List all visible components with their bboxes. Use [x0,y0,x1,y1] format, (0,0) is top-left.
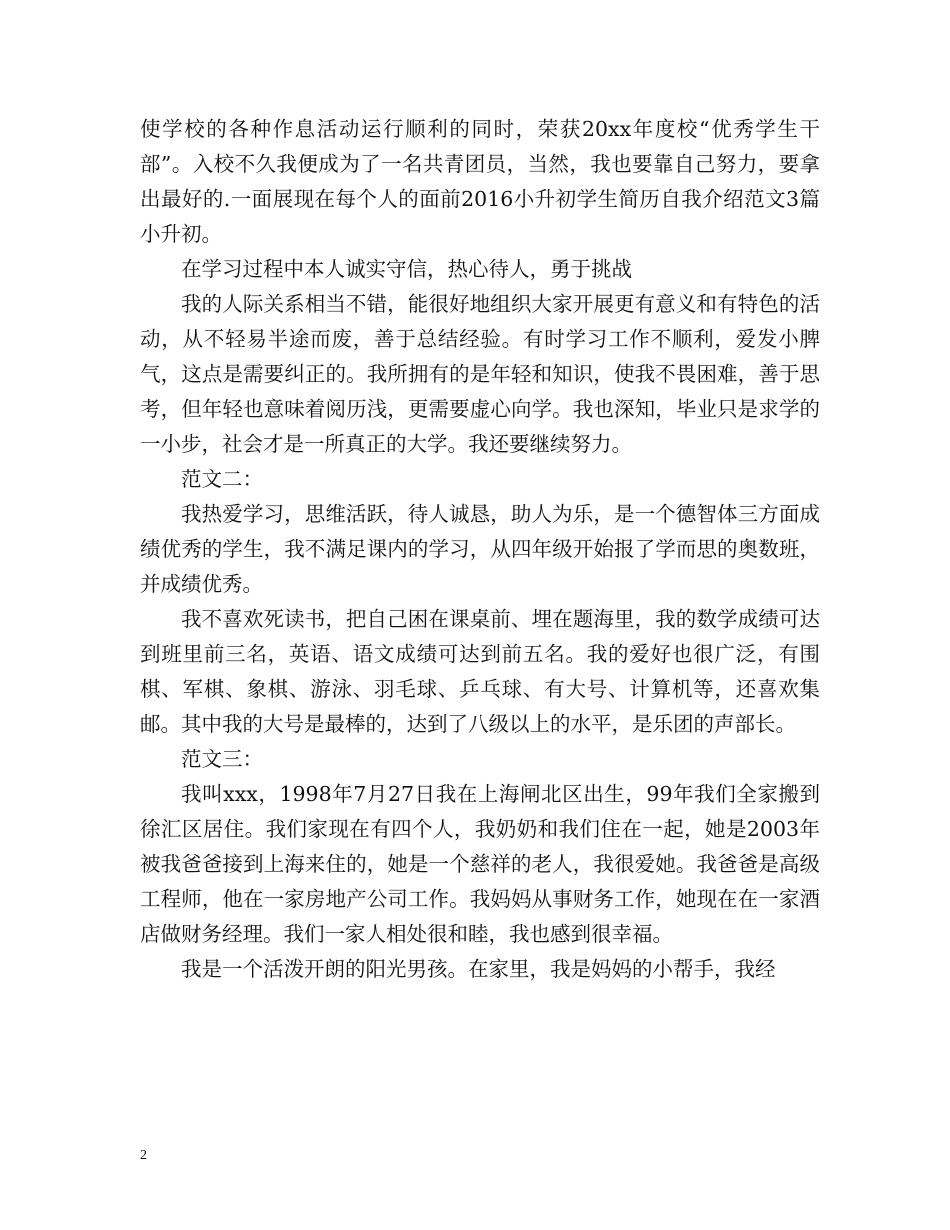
paragraph-8: 我叫xxx，1998年7月27日我在上海闸北区出生，99年我们全家搬到徐汇区居住。我们家现在有四个人，我奶奶和我们住在一起，她是2003年被我爸爸接到上海来住的，她是一个慈祥的老人，我很爱她。我爸爸是高级工程师，他在一家房地产公司工作。我妈妈从事财务工作，她现在在一家酒店做财务经理。我们一家人相处很和睦，我也感到很幸福。 [140,782,820,946]
section-heading-sample-three: 范文三： [181,747,263,771]
paragraph-1: 使学校的各种作息活动运行顺利的同时，荣获20xx年度校“优秀学生干部”。入校不久我便成为了一名共青团员，当然，我也要靠自己努力，要拿出最好的.一面展现在每个人的面前2016小升初学生简历自我介绍范文3篇小升初。 [140,117,820,246]
paragraph-9: 我是一个活泼开朗的阳光男孩。在家里，我是妈妈的小帮手，我经 [181,957,776,981]
paragraph-5: 我热爱学习，思维活跃，待人诚恳，助人为乐，是一个德智体三方面成绩优秀的学生，我不满足课内的学习，从四年级开始报了学而思的奥数班，并成绩优秀。 [140,502,820,596]
paragraph-6: 我不喜欢死读书，把自己困在课桌前、埋在题海里，我的数学成绩可达到班里前三名，英语、语文成绩可达到前五名。我的爱好也很广泛，有围棋、军棋、象棋、游泳、羽毛球、乒乓球、有大号、计算机等，还喜欢集邮。其中我的大号是最棒的，达到了八级以上的水平，是乐团的声部长。 [140,607,820,736]
section-heading-sample-two: 范文二： [181,467,263,491]
document-body [140,112,820,987]
paragraph-3: 我的人际关系相当不错，能很好地组织大家开展更有意义和有特色的活动，从不轻易半途而废，善于总结经验。有时学习工作不顺利，爱发小脾气，这点是需要纠正的。我所拥有的是年轻和知识，使我不畏困难，善于思考，但年轻也意味着阅历浅，更需要虚心向学。我也深知，毕业只是求学的一小步，社会才是一所真正的大学。我还要继续努力。 [140,292,820,456]
page-number: 2 [140,1148,147,1163]
paragraph-2: 在学习过程中本人诚实守信，热心待人，勇于挑战 [181,257,632,281]
